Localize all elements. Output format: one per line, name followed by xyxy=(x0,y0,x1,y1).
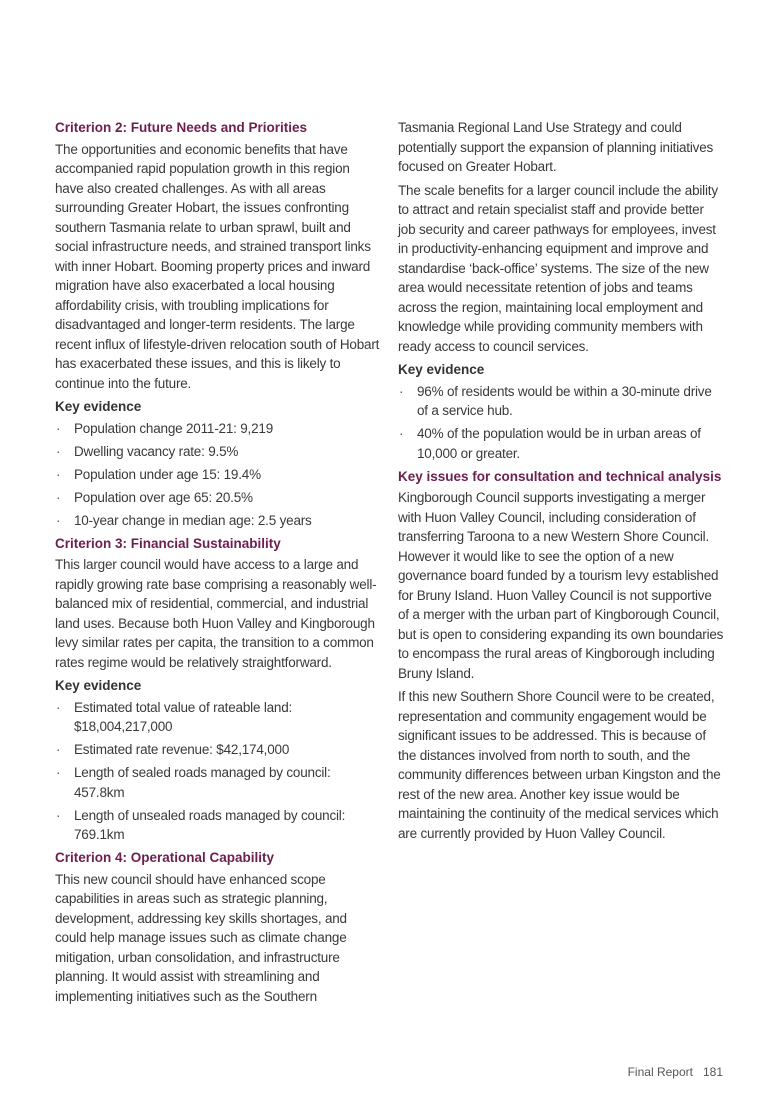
criterion-2-evidence-list xyxy=(55,419,381,531)
list-item: · Population over age 65: 20.5% xyxy=(55,488,381,508)
criterion-4-evidence-list xyxy=(398,382,724,464)
page-number: 181 xyxy=(702,1065,723,1079)
criterion-2-body: The opportunities and economic benefits that have accompanied rapid population growth in this region have also created challenges. As with all areas surrounding Greater Hobart, the issues confronting southern Tasmania relate to urban sprawl, built and social infrastructure needs, and strained transport links with inner Hobart. Booming property prices and inward migration have also exacerbated a local housing affordability crisis, with troubling implications for disadvantaged and longer-term residents. The large recent influx of lifestyle-driven relocation south of Hobart has exacerbated these issues, and this is likely to continue into the future. xyxy=(55,141,380,391)
list-item: · Estimated total value of rateable land: $18,004,217,000 xyxy=(55,698,381,737)
criterion-3-heading: Criterion 3: Financial Sustainability xyxy=(55,535,281,551)
scale-benefits-body: The scale benefits for a larger council include the ability to attract and retain specialist staff and provide better job security and career pathways for employees, invest in productivity-enhancing equipment and improve and standardise ‘back-office’ systems. The size of the new area would necessitate retention of jobs and teams across the region, maintaining local employment and knowledge while providing community members with ready access to council services. xyxy=(398,182,718,354)
criterion-4-heading: Criterion 4: Operational Capability xyxy=(55,850,275,865)
criterion-2-heading: Criterion 2: Future Needs and Priorities xyxy=(55,120,308,135)
key-issues-heading: Key issues for consultation and technical analysis xyxy=(398,468,722,484)
criterion-4-evidence-heading: Key evidence xyxy=(398,362,485,377)
list-item: · Population under age 15: 19.4% xyxy=(55,465,381,485)
criterion-4-body-continued: Tasmania Regional Land Use Strategy and could potentially support the expansion of planning initiatives focused on Greater Hobart. xyxy=(398,120,714,174)
list-item: · Population change 2011-21: 9,219 xyxy=(55,419,381,439)
criterion-2-evidence-heading: Key evidence xyxy=(55,399,142,414)
list-item: · Length of unsealed roads managed by council: 769.1km xyxy=(55,806,381,845)
criterion-3-body: This larger council would have access to a large and rapidly growing rate base comprising a reasonably well-balanced mix of residential, commercial, and industrial land uses. Because both Huon Valley and Kingborough levy similar rates per capita, the transition to a common rates regime would be relatively straightforward. xyxy=(55,557,377,670)
list-item: · Estimated rate revenue: $42,174,000 xyxy=(55,740,381,760)
left-column xyxy=(55,118,381,1010)
list-item: · 96% of residents would be within a 30-minute drive of a service hub. xyxy=(398,382,724,421)
list-item: · Dwelling vacancy rate: 9.5% xyxy=(55,442,381,462)
list-item: · Length of sealed roads managed by council: 457.8km xyxy=(55,763,381,802)
footer-label: Final Report xyxy=(627,1065,693,1079)
list-item: · 40% of the population would be in urban areas of 10,000 or greater. xyxy=(398,424,724,463)
criterion-3-evidence-heading: Key evidence xyxy=(55,678,142,693)
key-issues-body-2: If this new Southern Shore Council were to be created, representation and community engagement would be significant issues to be addressed. This is because of the distances involved from north to south, and the community differences between urban Kingston and the rest of the new area. Another key issue would be maintaining the continuity of the medical services which are currently provided by Huon Valley Council. xyxy=(398,689,721,841)
list-item: · 10-year change in median age: 2.5 years xyxy=(55,511,381,531)
right-column xyxy=(398,118,724,847)
key-issues-body-1: Kingborough Council supports investigating a merger with Huon Valley Council, including consideration of transferring Taroona to a new Western Shore Council. However it would like to see the option of a new governance board funded by a tourism levy established for Bruny Island. Huon Valley Council is not supportive of a merger with the urban part of Kingborough Council, but is open to considering expanding its own boundaries to encompass the rural areas of Kingborough including Bruny Island. xyxy=(398,490,724,681)
page-footer xyxy=(560,1065,723,1079)
criterion-4-body: This new council should have enhanced scope capabilities in areas such as strategic planning, development, addressing key skills shortages, and could help manage issues such as climate change mitigation, urban consolidation, and infrastructure planning. It would assist with streamlining and implementing initiatives such as the Southern xyxy=(55,871,347,1004)
criterion-3-evidence-list xyxy=(55,698,381,845)
